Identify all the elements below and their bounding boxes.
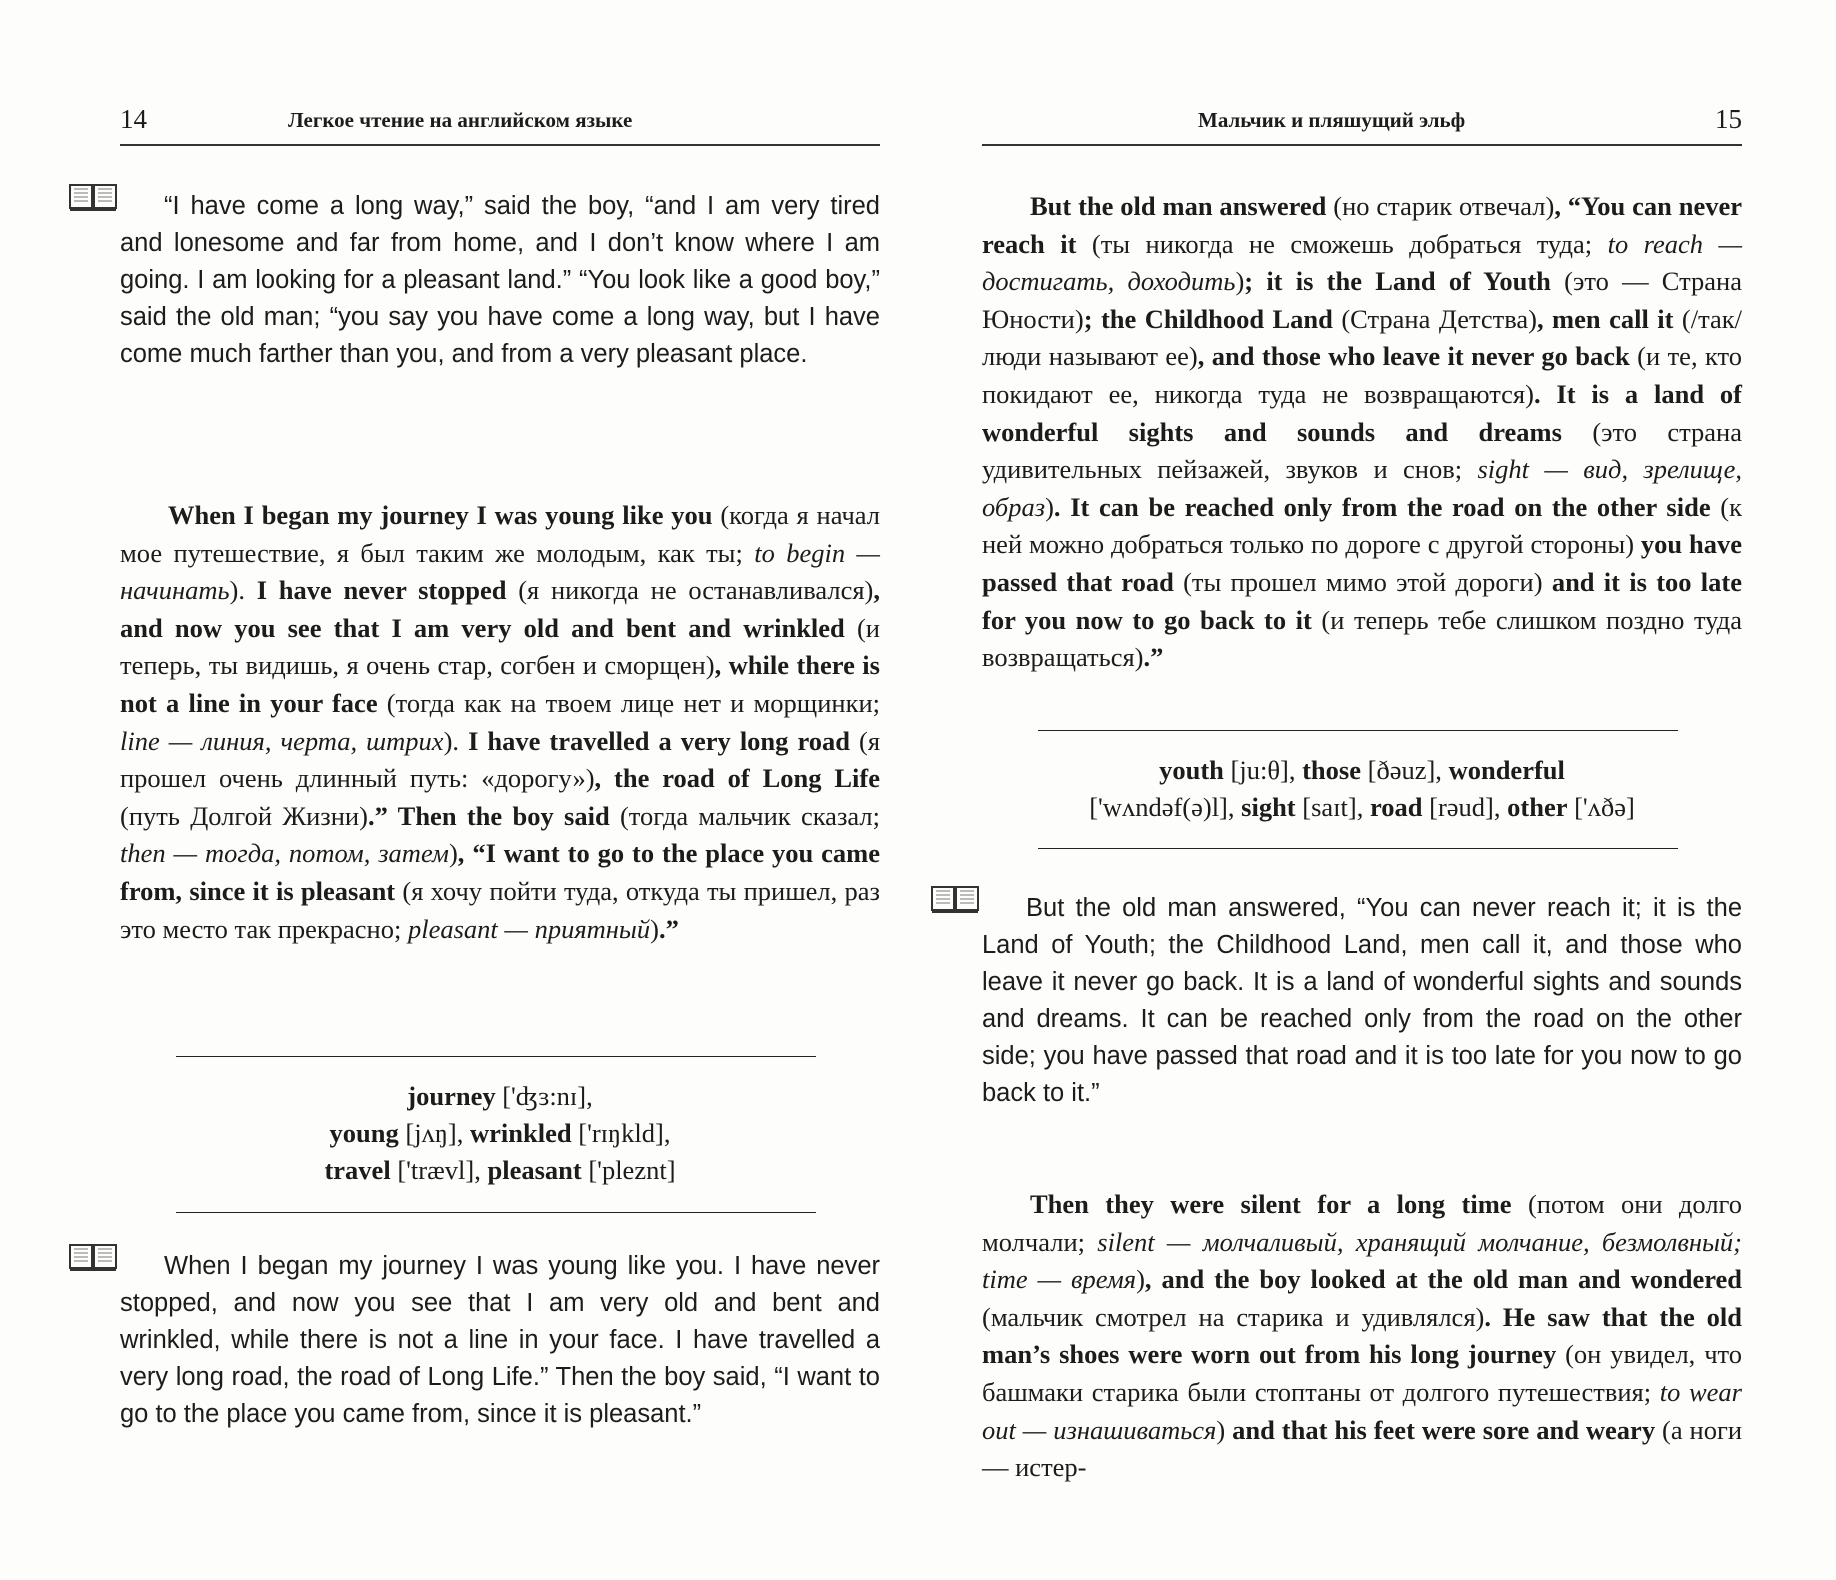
english-paragraph: But the old man answered, “You can never reach it; it is the Land of Youth; the Childhood Land, men call it, and those who leave it never go back. It is a land of wonderful sights and sounds and dreams. It can be reached only from the road on the other side; you have passed that road and it is too late for you now to go back to it.” xyxy=(982,894,1742,1107)
bold-phrase: I have never stopped xyxy=(256,575,507,606)
bold-phrase: youth xyxy=(1159,755,1224,785)
bold-phrase: , and now you see that I am very old and bent and wrinkled xyxy=(120,575,880,643)
vocab-rule-top xyxy=(1038,730,1678,731)
italic-gloss: to wear out — изнашиваться xyxy=(982,1376,1742,1445)
translation-text: (а ноги — истер- xyxy=(982,1414,1743,1483)
italic-gloss: sight — вид, зрелище, образ xyxy=(982,454,1742,522)
translation-text: [saɪt], xyxy=(1295,792,1370,822)
bold-phrase: young xyxy=(329,1118,399,1148)
translation-text: (я прошел очень длинный путь: «дорогу») xyxy=(120,725,881,794)
page-number: 14 xyxy=(120,104,147,134)
translation-text: ['ʤɜ:nɪ], xyxy=(495,1081,593,1111)
bold-phrase: road xyxy=(1369,792,1423,822)
translation-text: (/так/ люди называют ее) xyxy=(982,303,1743,372)
translation-text: ['pleznt] xyxy=(581,1155,676,1185)
bold-phrase: . He saw that the old man’s shoes were worn out from his long journey xyxy=(982,1301,1742,1370)
vocab-line xyxy=(120,1115,880,1152)
translation-text: (и теперь тебе слишком поздно туда возвращаться) xyxy=(982,604,1742,673)
translation-text: (потом они долго молчали; xyxy=(982,1189,1742,1257)
bold-phrase: .” xyxy=(658,913,679,944)
annotated-paragraph xyxy=(982,188,1742,677)
translation-text: (к ней можно добраться только по дороге с другой стороны) xyxy=(982,491,1742,560)
translation-text: ['ʌðə] xyxy=(1567,792,1635,822)
running-title: Мальчик и пляшущий эльф xyxy=(1198,108,1466,132)
bold-phrase: , men call it xyxy=(1536,303,1674,334)
bold-phrase: sight xyxy=(1241,792,1296,822)
italic-gloss: line — линия, черта, штрих xyxy=(120,725,444,756)
translation-text: ) xyxy=(1136,1264,1145,1295)
translation-text: ) xyxy=(1045,491,1054,522)
bold-phrase: wrinkled xyxy=(470,1118,572,1148)
bold-phrase: . It is a land of wonderful sights and sounds and dreams xyxy=(982,378,1742,447)
translation-text: (и теперь, ты видишь, я очень стар, согбен и сморщен) xyxy=(120,612,880,681)
translation-text: ) xyxy=(1235,266,1245,297)
bold-phrase: I have travelled a very long road xyxy=(468,725,850,756)
translation-text: (мальчик смотрел на старика и удивлялся) xyxy=(982,1301,1485,1332)
right-page xyxy=(982,0,1742,1580)
bold-phrase: ; it is the Land of Youth xyxy=(1244,266,1551,297)
translation-text: ['rɪŋkld], xyxy=(571,1118,671,1148)
vocab-rule-bottom xyxy=(176,1212,816,1213)
translation-text: ). xyxy=(443,725,469,756)
bold-phrase: and that his feet were sore and weary xyxy=(1225,1414,1656,1445)
running-title: Легкое чтение на английском языке xyxy=(288,108,633,132)
translation-text: (Страна Детства) xyxy=(1332,303,1537,334)
translation-text: ['trævl], xyxy=(390,1155,488,1185)
translation-text: [ðəuz], xyxy=(1361,755,1449,785)
bold-phrase: , “You can never reach it xyxy=(982,191,1742,259)
bold-phrase: wonderful xyxy=(1448,755,1565,785)
bold-phrase: journey xyxy=(407,1081,496,1111)
translation-text: (тогда как на твоем лице нет и морщинки; xyxy=(377,687,880,718)
bold-phrase: , while there is not a line in your face xyxy=(120,650,880,718)
translation-text: (ты прошел мимо этой дороги) xyxy=(1173,566,1543,597)
bold-phrase: , “I want to go to the place you came from, since it is pleasant xyxy=(120,838,880,906)
bold-phrase: other xyxy=(1507,792,1568,822)
bold-phrase: , and the boy looked at the old man and wondered xyxy=(1144,1264,1742,1295)
running-head-left xyxy=(120,100,880,146)
english-paragraph: When I began my journey I was young like you. I have never stopped, and now you see that I am very old and bent and wrinkled, while there is not a line in your face. I have travelled a very long road, the road of Long Life.” Then the boy said, “I want to go to the place you came from, since it is pleasant.” xyxy=(120,1252,880,1428)
translation-text: (и те, кто покидают ее, никогда туда не возвращаются) xyxy=(982,341,1742,409)
bold-phrase: Then they were silent for a long time xyxy=(1030,1189,1512,1219)
vocab-line xyxy=(982,752,1742,789)
translation-text: [rəud], xyxy=(1422,792,1508,822)
running-head-right xyxy=(982,100,1742,146)
translation-text: ) xyxy=(448,838,458,869)
vocab-line xyxy=(982,789,1742,826)
translation-text: (ты никогда не сможешь добраться туда; xyxy=(1076,228,1608,259)
bold-phrase: , and those who leave it never go back xyxy=(1197,341,1630,372)
page-number: 15 xyxy=(1715,104,1742,134)
bold-phrase: .” Then the boy said xyxy=(367,800,610,831)
translation-text: (это страна удивительных пейзажей, звуков и снов; xyxy=(982,416,1743,485)
vocab-rule-bottom xyxy=(1038,848,1678,849)
bold-phrase: you have passed that road xyxy=(982,529,1742,597)
bold-phrase: and it is too late for you now to go back to it xyxy=(982,566,1742,635)
bold-phrase: pleasant xyxy=(487,1155,582,1185)
bold-phrase: When I began my journey I was young like you xyxy=(168,500,713,530)
translation-text: [jʌŋ], xyxy=(398,1118,471,1148)
translation-text: (я хочу пойти туда, откуда ты пришел, раз это место так прекрасно; xyxy=(120,875,880,944)
open-book-icon xyxy=(68,1242,118,1272)
left-page xyxy=(120,0,880,1580)
bold-phrase: . It can be reached only from the road on the other side xyxy=(1053,491,1711,522)
translation-text: [ju:θ], xyxy=(1223,755,1303,785)
translation-text: (я никогда не останавливался) xyxy=(506,575,874,606)
vocab-rule-top xyxy=(176,1056,816,1057)
translation-text: ['wʌndəf(ə)l], xyxy=(1089,792,1242,822)
translation-text: (путь Долгой Жизни) xyxy=(120,800,368,831)
bold-phrase: ; the Childhood Land xyxy=(1083,303,1333,334)
italic-gloss: to reach — достигать, доходить xyxy=(982,228,1743,297)
vocab-line xyxy=(120,1078,880,1115)
italic-gloss: pleasant — приятный xyxy=(407,913,651,944)
bold-phrase: travel xyxy=(324,1155,391,1185)
translation-text: ) xyxy=(650,913,659,944)
translation-text: (но старик отвечал) xyxy=(1326,191,1555,221)
italic-gloss: then — тогда, потом, затем xyxy=(120,838,449,869)
italic-gloss: to begin — начинать xyxy=(120,537,880,606)
translation-text: ). xyxy=(229,575,257,606)
annotated-paragraph xyxy=(120,497,880,948)
open-book-icon xyxy=(930,884,980,914)
bold-phrase: .” xyxy=(1143,642,1164,673)
translation-text: (он увидел, что башмаки старика были стоптаны от долгого путешествия; xyxy=(982,1339,1742,1407)
translation-text: (это — Страна Юности) xyxy=(982,266,1742,334)
open-book-icon xyxy=(68,182,118,212)
translation-text: ) xyxy=(1216,1414,1226,1445)
translation-text: (когда я начал мое путешествие, я был таким же молодым, как ты; xyxy=(120,500,880,568)
english-paragraph: “I have come a long way,” said the boy, “and I am very tired and lonesome and far from home, and I don’t know where I am going. I am looking for a pleasant land.” “You look like a good boy,” said the old man; “you say you have come a long way, but I have come much farther than you, and from a very pleasant place. xyxy=(120,192,880,368)
bold-phrase: , the road of Long Life xyxy=(594,763,880,794)
bold-phrase: But the old man answered xyxy=(1030,191,1327,221)
italic-gloss: silent — молчаливый, хранящий молчание, безмолвный; time — время xyxy=(982,1226,1742,1295)
annotated-paragraph xyxy=(982,1186,1742,1487)
vocab-line xyxy=(120,1152,880,1189)
translation-text: (тогда мальчик сказал; xyxy=(609,800,880,831)
bold-phrase: those xyxy=(1302,755,1361,785)
